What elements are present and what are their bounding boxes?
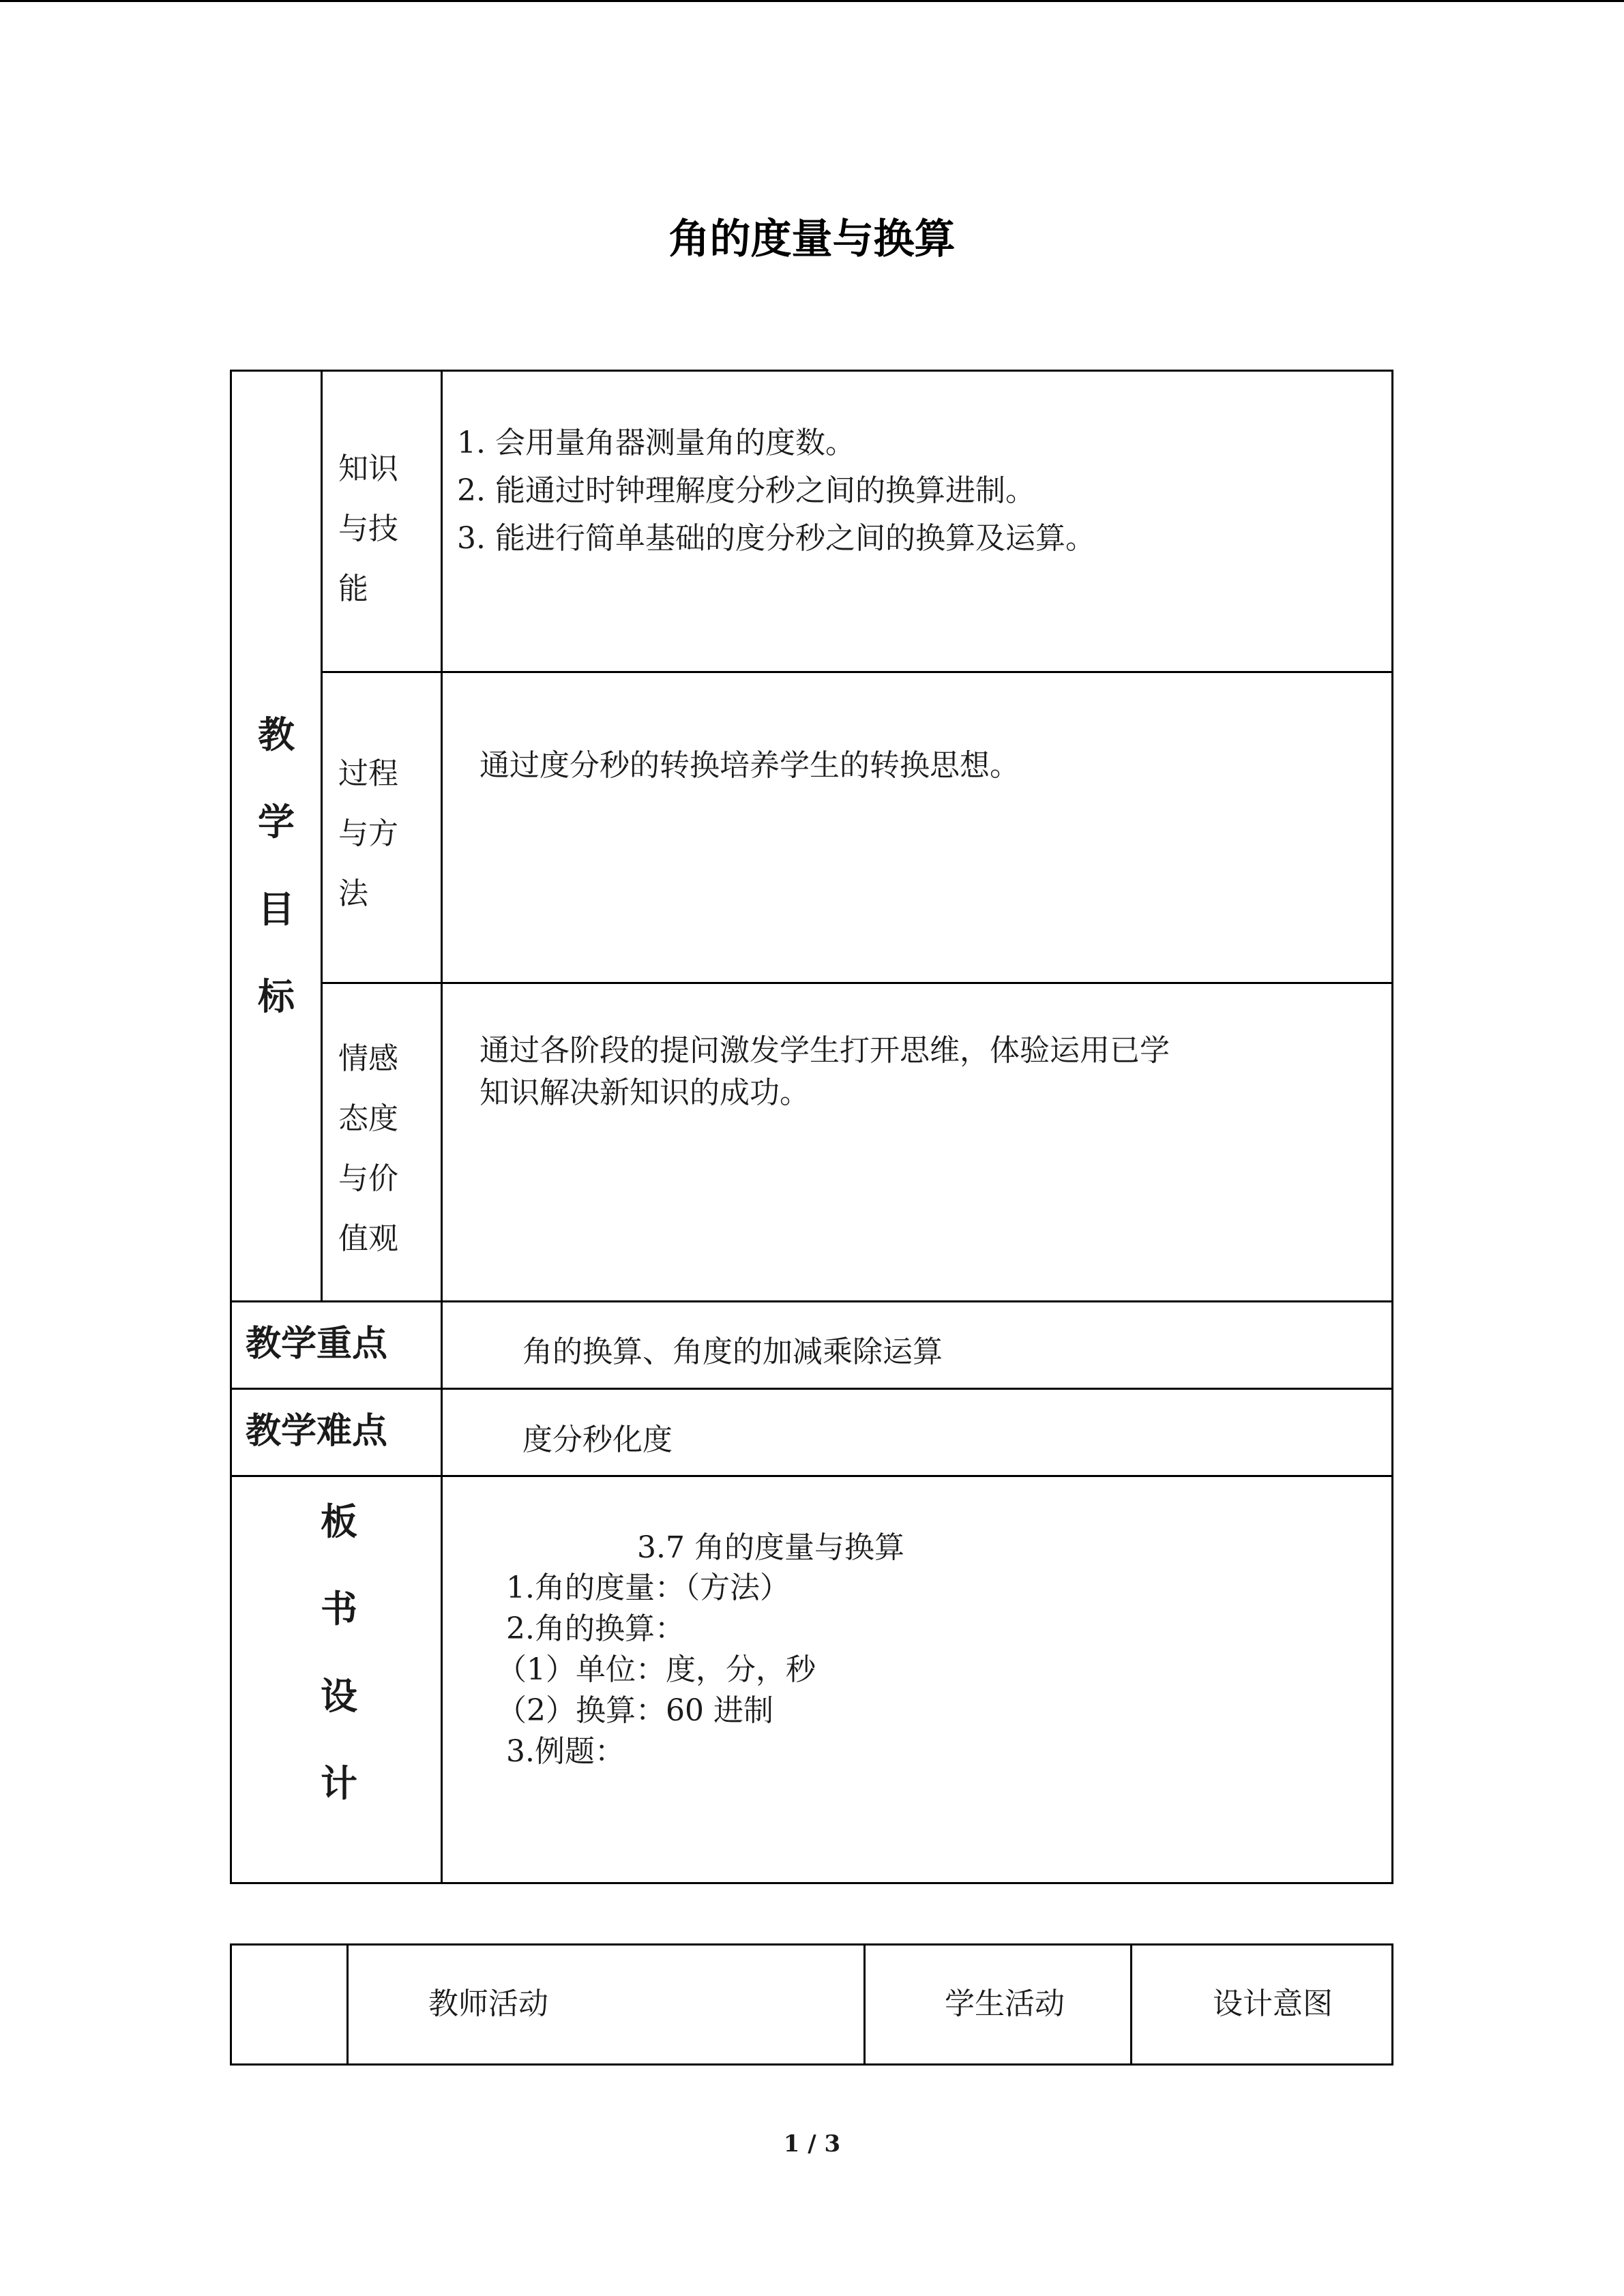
knowledge-goal-3: 3. 能进行简单基础的度分秒之间的换算及运算。 — [457, 521, 1095, 556]
header-student-activity: 学生活动 — [945, 1986, 1065, 2021]
page-title: 角的度量与换算 — [668, 215, 956, 263]
board-heading: 3.7 角的度量与换算 — [637, 1530, 904, 1565]
board-line: （1）单位：度，分，秒 — [497, 1652, 816, 1687]
header-teacher-activity: 教师活动 — [428, 1986, 548, 2021]
label-char: 目 — [258, 888, 295, 931]
page-number: 1 / 3 — [783, 2130, 841, 2158]
board-line: 1.角的度量：（方法） — [506, 1570, 790, 1605]
board-line: 2.角的换算： — [506, 1611, 685, 1646]
label-char: 学 — [258, 801, 295, 844]
label-char: 教 — [258, 713, 295, 756]
board-design-label — [321, 1478, 357, 1828]
knowledge-goal-2: 2. 能通过时钟理解度分秒之间的换算进制。 — [457, 473, 1035, 508]
label-char: 书 — [321, 1587, 357, 1630]
attitude-goal-line-2: 知识解决新知识的成功。 — [479, 1075, 810, 1110]
page-top-rule — [0, 0, 1624, 2]
board-line: 3.例题： — [506, 1734, 625, 1769]
label-char: 设 — [321, 1675, 357, 1718]
label-char: 计 — [321, 1762, 357, 1805]
key-point-value: 角的换算、角度的加减乘除运算 — [522, 1335, 943, 1369]
difficulty-value: 度分秒化度 — [522, 1422, 673, 1457]
board-line: （2）换算：60 进制 — [497, 1693, 773, 1728]
label-char: 板 — [321, 1500, 357, 1543]
header-design-intent: 设计意图 — [1213, 1986, 1333, 2021]
difficulty-label: 教学难点 — [246, 1411, 388, 1452]
attitude-values-label: 情感 态度 与价 值观 — [338, 1041, 398, 1256]
attitude-goal-line-1: 通过各阶段的提问激发学生打开思维，体验运用已学 — [479, 1033, 1170, 1068]
label-char: 标 — [258, 975, 295, 1018]
process-method-label: 过程 与方 法 — [338, 756, 398, 911]
objectives-label — [258, 691, 295, 1041]
knowledge-skills-label: 知识 与技 能 — [338, 451, 398, 606]
process-goal: 通过度分秒的转换培养学生的转换思想。 — [479, 748, 1020, 783]
knowledge-goal-1: 1. 会用量角器测量角的度数。 — [457, 426, 855, 460]
key-point-label: 教学重点 — [246, 1324, 388, 1365]
